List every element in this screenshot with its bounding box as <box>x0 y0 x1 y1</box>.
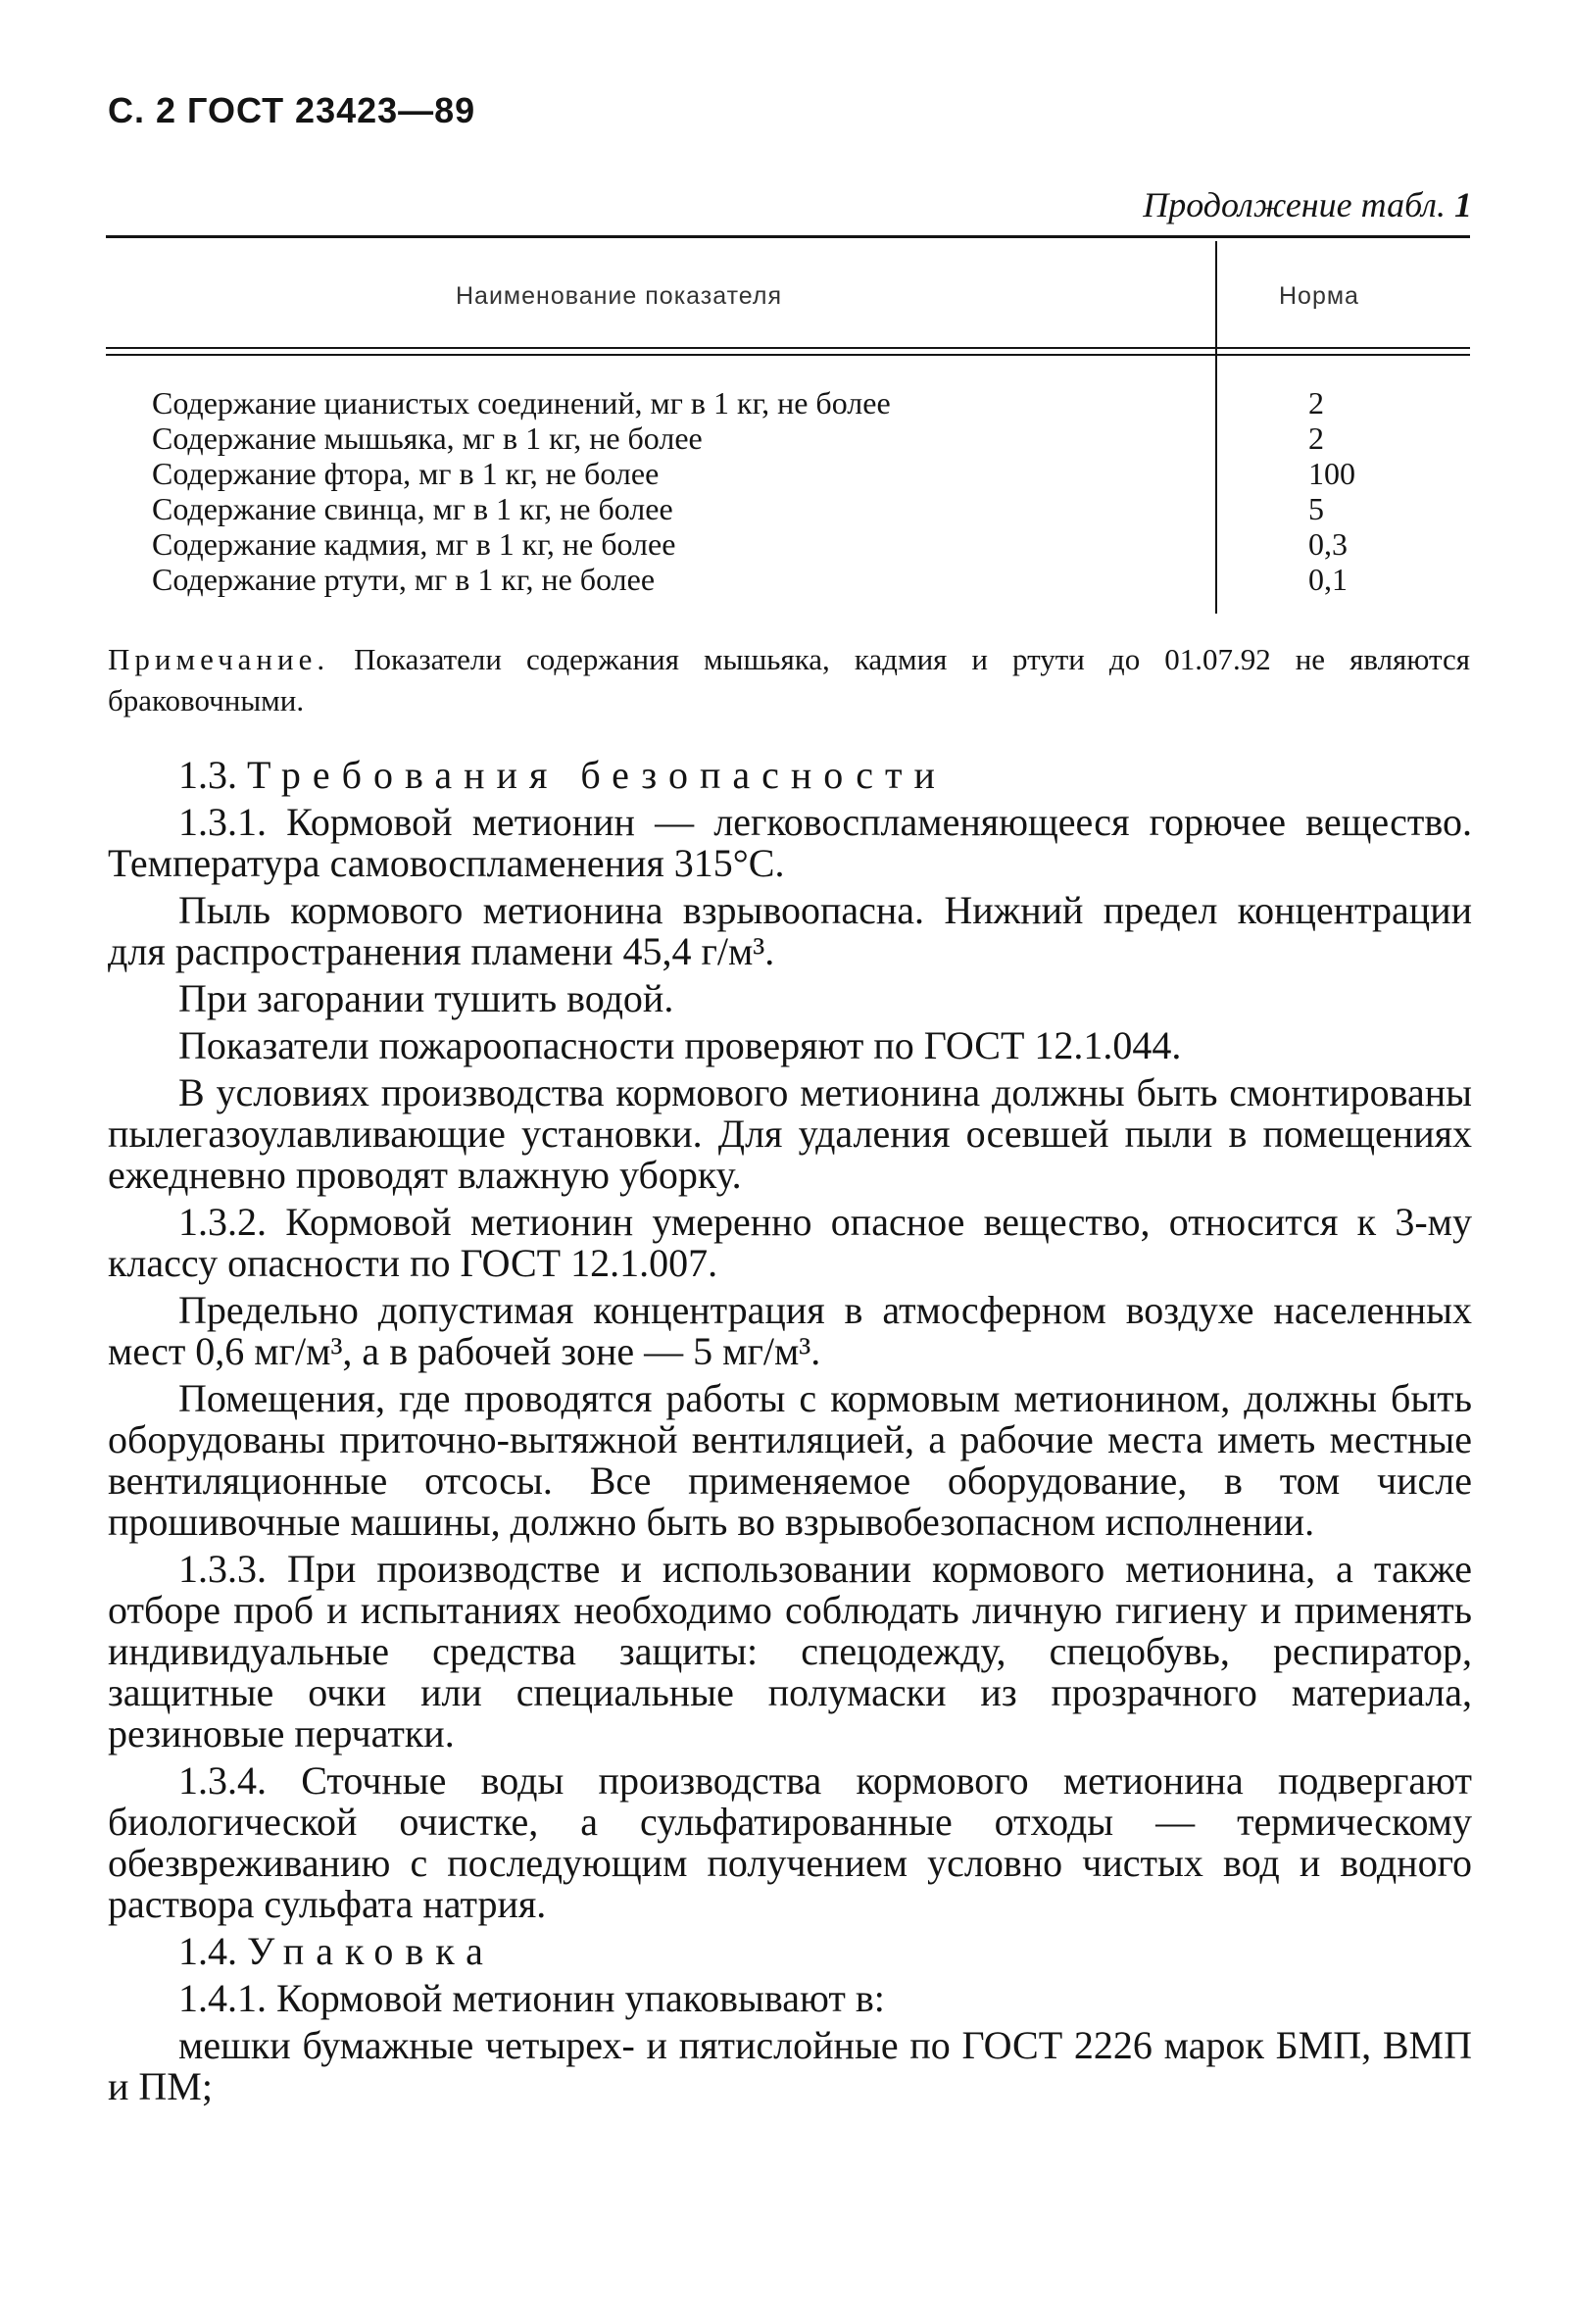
row-name: Содержание мышьяка, мг в 1 кг, не более <box>152 420 703 456</box>
paragraph: мешки бумажные четырех- и пятислойные по ГОСТ 2226 марок БМП, ВМП и ПМ; <box>108 2023 1472 2108</box>
section-title: Упаковка <box>247 1929 495 1973</box>
row-value: 2 <box>1308 385 1324 420</box>
table-top-rule <box>106 235 1470 238</box>
note-label: Примечание. <box>108 642 330 676</box>
continuation-text: Продолжение табл. <box>1143 185 1446 224</box>
row-name: Содержание фтора, мг в 1 кг, не более <box>152 456 660 491</box>
note-text: Показатели содержания мышьяка, кадмия и ртути до 01.07.92 не являются браковочными. <box>108 642 1470 717</box>
table-row <box>152 456 1470 491</box>
page-header: С. 2 ГОСТ 23423—89 <box>108 90 476 130</box>
row-name: Содержание кадмия, мг в 1 кг, не более <box>152 526 676 562</box>
row-value: 100 <box>1308 456 1355 491</box>
row-name: Содержание свинца, мг в 1 кг, не более <box>152 491 673 526</box>
paragraph: Помещения, где проводятся работы с кормовым метионином, должны быть оборудованы приточно-вытяжной вентиляцией, а рабочие места иметь местные вентиляционные отсосы. Все применяемое оборудование, в том числе прошивочные машины, должно быть во взрывобезопасном исполнении. <box>108 1376 1472 1544</box>
table-row <box>152 526 1470 562</box>
section-heading-1-4 <box>108 1931 1472 1972</box>
paragraph: В условиях производства кормового метионина должны быть смонтированы пылегазоулавливающие установки. Для удаления осевшей пыли в помещениях ежедневно проводят влажную уборку. <box>108 1070 1472 1197</box>
table-row <box>152 385 1470 420</box>
paragraph: 1.3.4. Сточные воды производства кормового метионина подвергают биологической очистке, а сульфатированные отходы — термическому обезвреживанию с последующим получением условно чистых вод и водного раствора сульфата натрия. <box>108 1758 1472 1926</box>
table-continuation-label <box>1143 184 1472 225</box>
paragraph: Предельно допустимая концентрация в атмосферном воздухе населенных мест 0,6 мг/м³, а в рабочей зоне — 5 мг/м³. <box>108 1288 1472 1373</box>
paragraph: 1.3.1. Кормовой метионин — легковоспламеняющееся горючее вещество. Температура самовоспламенения 315°С. <box>108 800 1472 885</box>
table-note <box>108 639 1470 721</box>
table-number: 1 <box>1454 185 1472 224</box>
row-value: 0,1 <box>1308 562 1348 597</box>
table-header-rule-1 <box>106 347 1470 349</box>
row-value: 2 <box>1308 420 1324 456</box>
table-header-rule-2 <box>106 354 1470 356</box>
paragraph: Пыль кормового метионина взрывоопасна. Нижний предел концентрации для распространения пламени 45,4 г/м³. <box>108 888 1472 973</box>
row-name: Содержание ртути, мг в 1 кг, не более <box>152 562 656 597</box>
paragraph: Показатели пожароопасности проверяют по ГОСТ 12.1.044. <box>178 1023 1182 1067</box>
paragraph: 1.3.3. При производстве и использовании кормового метионина, а также отборе проб и испытаниях необходимо соблюдать личную гигиену и применять индивидуальные средства защиты: спецодежду, спецобувь, респиратор, защитные очки или специальные полумаски из прозрачного материала, резиновые перчатки. <box>108 1547 1472 1755</box>
paragraph: 1.3.2. Кормовой метионин умеренно опасное вещество, относится к 3-му классу опасности по ГОСТ 12.1.007. <box>108 1200 1472 1285</box>
row-name: Содержание цианистых соединений, мг в 1 кг, не более <box>152 385 891 420</box>
row-value: 0,3 <box>1308 526 1348 562</box>
column-header-name: Наименование показателя <box>456 282 782 310</box>
section-number: 1.3. <box>178 753 237 797</box>
table-row <box>152 491 1470 526</box>
section-heading-1-3 <box>108 755 1472 796</box>
paragraph: При загорании тушить водой. <box>178 976 674 1020</box>
table-row <box>152 420 1470 456</box>
column-header-norm: Норма <box>1279 282 1359 310</box>
table-body <box>152 385 1470 597</box>
document-body <box>108 755 1472 2113</box>
table-row <box>152 562 1470 597</box>
section-title: Требования безопасности <box>247 753 947 797</box>
section-number: 1.4. <box>178 1929 237 1973</box>
paragraph: 1.4.1. Кормовой метионин упаковывают в: <box>178 1976 885 2020</box>
row-value: 5 <box>1308 491 1324 526</box>
